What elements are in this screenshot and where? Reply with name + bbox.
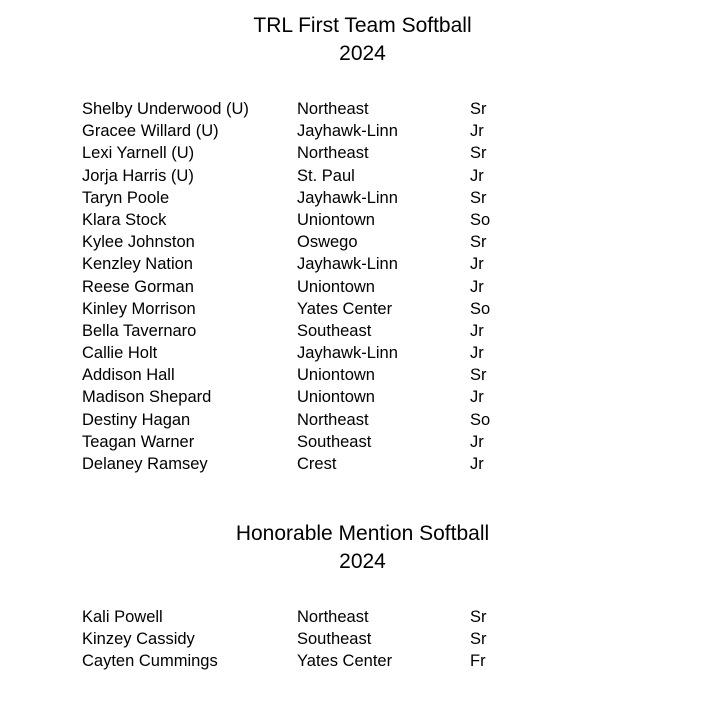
- player-name: Kylee Johnston: [82, 233, 195, 252]
- player-class: Sr: [470, 233, 487, 252]
- player-school: Jayhawk-Linn: [297, 122, 398, 141]
- player-name: Kinley Morrison: [82, 299, 196, 318]
- player-class: Sr: [470, 188, 487, 207]
- honorable-mention-heading: [0, 520, 725, 576]
- player-class: So: [470, 299, 491, 318]
- player-school: Southeast: [297, 321, 372, 340]
- player-name: Taryn Poole: [82, 188, 170, 207]
- player-name: Addison Hall: [82, 366, 175, 385]
- first-team-title: TRL First Team Softball: [253, 14, 472, 37]
- player-school: Yates Center: [297, 652, 393, 671]
- player-school: Yates Center: [297, 299, 393, 318]
- player-school: Jayhawk-Linn: [297, 188, 398, 207]
- player-name: Kali Powell: [82, 608, 163, 626]
- player-school: Uniontown: [297, 366, 375, 385]
- player-school: Northeast: [297, 144, 369, 163]
- player-name: Callie Holt: [82, 344, 158, 363]
- player-name: Bella Tavernaro: [82, 321, 197, 340]
- honorable-mention-title: Honorable Mention Softball: [235, 522, 490, 545]
- player-school: Northeast: [297, 100, 369, 118]
- player-class: Jr: [470, 122, 484, 141]
- player-class: Jr: [470, 432, 484, 451]
- player-class: Jr: [470, 321, 484, 340]
- player-name: Klara Stock: [82, 210, 167, 229]
- player-class: Jr: [470, 277, 484, 296]
- player-school: St. Paul: [297, 166, 355, 185]
- player-name: Kenzley Nation: [82, 255, 193, 274]
- player-school: Northeast: [297, 410, 369, 429]
- player-name: Destiny Hagan: [82, 410, 191, 429]
- player-class: So: [470, 210, 491, 229]
- player-school: Northeast: [297, 608, 369, 626]
- player-class: Jr: [470, 455, 484, 473]
- first-team-year: 2024: [339, 42, 386, 65]
- player-name: Madison Shepard: [82, 388, 212, 407]
- player-school: Southeast: [297, 432, 372, 451]
- player-class: Sr: [470, 144, 487, 163]
- player-class: So: [470, 410, 491, 429]
- player-school: Uniontown: [297, 277, 375, 296]
- player-name: Kinzey Cassidy: [82, 630, 195, 649]
- player-name: Shelby Underwood (U): [82, 100, 249, 118]
- player-class: Jr: [470, 255, 484, 274]
- player-school: Uniontown: [297, 210, 375, 229]
- player-class: Jr: [470, 344, 484, 363]
- player-class: Sr: [470, 100, 487, 118]
- player-name: Gracee Willard (U): [82, 122, 219, 141]
- player-school: Southeast: [297, 630, 372, 649]
- player-class: Jr: [470, 388, 484, 407]
- honorable-mention-year: 2024: [339, 550, 386, 573]
- player-class: Sr: [470, 630, 487, 649]
- player-name: Cayten Cummings: [82, 652, 218, 671]
- player-school: Oswego: [297, 233, 358, 252]
- player-name: Jorja Harris (U): [82, 166, 194, 185]
- player-class: Sr: [470, 366, 487, 385]
- player-name: Delaney Ramsey: [82, 455, 208, 473]
- player-class: Jr: [470, 166, 484, 185]
- player-class: Sr: [470, 608, 487, 626]
- player-class: Fr: [470, 652, 486, 671]
- player-name: Lexi Yarnell (U): [82, 144, 195, 163]
- first-team-heading: [0, 12, 725, 68]
- player-name: Teagan Warner: [82, 432, 195, 451]
- player-school: Crest: [297, 455, 337, 473]
- player-school: Jayhawk-Linn: [297, 344, 398, 363]
- player-name: Reese Gorman: [82, 277, 194, 296]
- player-school: Uniontown: [297, 388, 375, 407]
- player-school: Jayhawk-Linn: [297, 255, 398, 274]
